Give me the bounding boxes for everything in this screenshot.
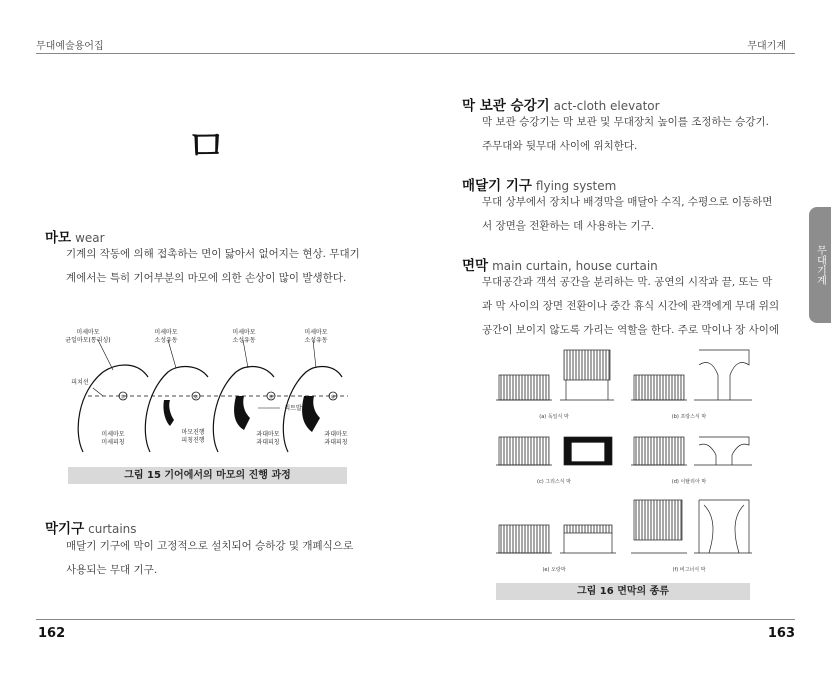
label-num-4: ④ [330, 394, 336, 401]
page-number-right: 163 [767, 626, 795, 641]
label-excess-pitting-2: 과대피칭 [324, 439, 348, 446]
label-num-3: ③ [268, 394, 274, 401]
definition-line: 막 보관 승강기는 막 보관 및 무대장치 높이를 조정하는 승강기. [482, 116, 769, 128]
definition-line: 무대 상부에서 장치나 배경막을 매달아 수직, 수평으로 이동하면 [482, 196, 773, 208]
curtain-label-d: (d) 이탈리아 막 [671, 479, 707, 485]
label-excess-pitting-1: 과대피칭 [256, 439, 280, 446]
section-character: ㅁ [185, 121, 228, 172]
figure-15-caption: 그림 15 기어에서의 마모의 진행 과정 [68, 467, 347, 484]
definition-line: 주무대와 뒷무대 사이에 위치한다. [482, 140, 638, 152]
definition-main-curtain [482, 270, 792, 342]
term-ko: 면막 [462, 258, 489, 274]
figure-16-caption: 그림 16 면막의 종류 [496, 583, 750, 600]
label-wear-progress: 마모진행 [181, 429, 205, 436]
curtain-label-e: (e) 오랑막 [542, 567, 566, 573]
side-tab-stage-machinery[interactable]: 무대기계 [809, 207, 831, 323]
label-fine-wear-2: 미세마모 [154, 329, 178, 336]
definition-line: 공간이 보이지 않도록 가리는 역할을 한다. 주로 막이나 장 사이에 [482, 324, 780, 336]
curtain-types-diagram [494, 345, 754, 577]
header-right: 무대기계 [747, 41, 786, 52]
label-num-1: ① [120, 394, 126, 401]
curtain-label-c: (c) 그리스식 막 [537, 479, 571, 485]
label-plastic-flow-2: 소성유동 [232, 337, 256, 344]
definition-curtains [66, 534, 396, 582]
label-excess-wear-1: 과대마모 [256, 431, 280, 438]
term-ko: 매달기 기구 [462, 178, 532, 194]
definition-wear [66, 242, 396, 290]
definition-line: 계에서는 특히 기어부분의 마모에 의한 손상이 많이 발생한다. [66, 272, 347, 284]
term-en: act-cloth elevator [553, 99, 660, 113]
label-excess-wear-2: 과대마모 [324, 431, 348, 438]
label-pitch-line: 피치선 [71, 379, 89, 386]
term-ko: 막 보관 승강기 [462, 98, 550, 114]
curtain-label-f: (f) 비그너식 막 [672, 567, 706, 573]
term-en: curtains [88, 522, 137, 536]
term-en: wear [75, 231, 105, 245]
definition-line: 매달기 기구에 막이 고정적으로 설치되어 승하강 및 개폐식으로 [66, 540, 354, 552]
definition-act-cloth-elevator [482, 110, 792, 158]
label-fine-wear-bottom: 미세마모 [101, 431, 125, 438]
definition-line: 무대공간과 객석 공간을 분리하는 막. 공연의 시작과 끝, 또는 막 [482, 276, 773, 288]
header-rule [36, 53, 795, 54]
label-plastic-flow-1: 소성유동 [154, 337, 178, 344]
term-ko: 막기구 [45, 521, 85, 537]
label-ridge: 리트발생 [284, 405, 308, 412]
label-fine-pitting: 미세피칭 [101, 439, 125, 446]
curtain-label-a: (a) 독일식 막 [539, 414, 569, 420]
term-en: main curtain, house curtain [492, 259, 658, 273]
definition-line: 기계의 작동에 의해 접촉하는 면이 닳아서 없어지는 현상. 무대기 [66, 248, 360, 260]
definition-line: 서 장면을 전환하는 데 사용하는 기구. [482, 220, 655, 232]
label-plastic-flow-3: 소성유동 [304, 337, 328, 344]
definition-line: 사용되는 무대 기구. [66, 564, 158, 576]
label-pitting-progress: 피칭진행 [181, 437, 205, 444]
header-left: 무대예술용어집 [36, 41, 104, 52]
footer-rule [36, 619, 795, 620]
gear-wear-diagram [58, 322, 358, 462]
term-en: flying system [535, 179, 617, 193]
term-ko: 마모 [45, 230, 72, 246]
label-fine-wear-3: 미세마모 [232, 329, 256, 336]
page-number-left: 162 [38, 626, 66, 641]
label-fine-wear-1: 미세마모 [76, 329, 100, 336]
label-uniform-wear: 균일마모(통리싱) [65, 337, 111, 344]
label-fine-wear-4: 미세마모 [304, 329, 328, 336]
definition-line: 과 막 사이의 장면 전환이나 중간 휴식 시간에 관객에게 무대 위의 [482, 300, 780, 312]
definition-flying-system [482, 190, 792, 238]
label-num-2: ② [193, 394, 199, 401]
curtain-label-b: (b) 프랑스식 막 [671, 414, 707, 420]
